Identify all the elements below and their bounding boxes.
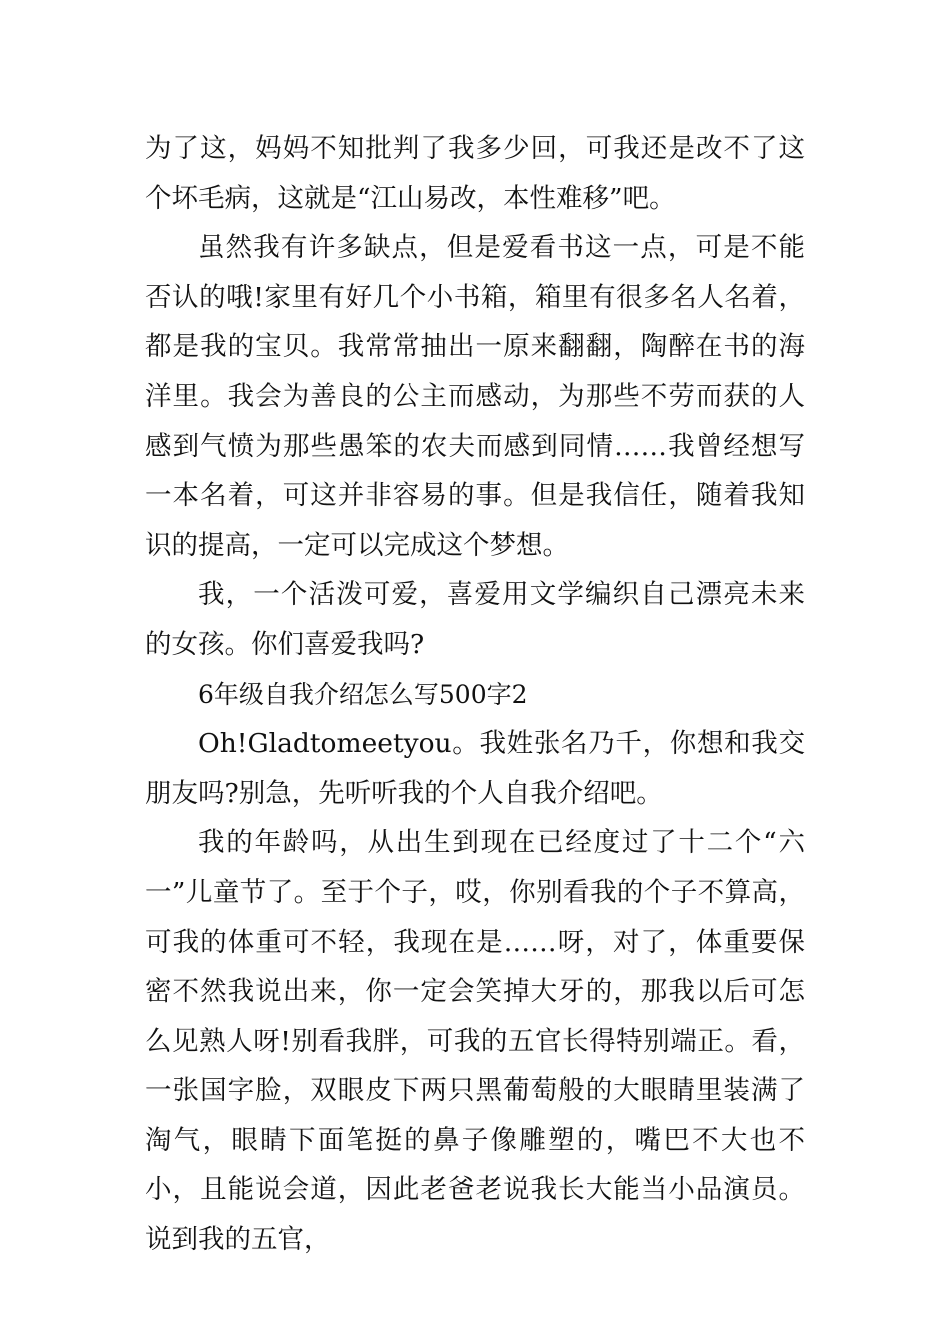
paragraph-1: 为了这，妈妈不知批判了我多少回，可我还是改不了这个坏毛病，这就是“江山易改，本性难移”吧。 [145,133,805,214]
paragraph-5: 我的年龄吗，从出生到现在已经度过了十二个“六一”儿童节了。至于个子，哎，你别看我的个子不算高，可我的体重可不轻，我现在是……呀，对了，体重要保密不然我说出来，你一定会笑掉大牙的，那我以后可怎么见熟人呀!别看我胖，可我的五官长得特别端正。看，一张国字脸，双眼皮下两只黑葡萄般的大眼睛里装满了淘气，眼睛下面笔挺的鼻子像雕塑的，嘴巴不大也不小，且能说会道，因此老爸老说我长大能当小品演员。说到我的五官， [145,827,805,1256]
paragraph-4: Oh!Gladtomeetyou。我姓张名乃千，你想和我交朋友吗?别急，先听听我的个人自我介绍吧。 [145,728,805,809]
section-heading: 6年级自我介绍怎么写500字2 [198,679,528,709]
paragraph-2: 虽然我有许多缺点，但是爱看书这一点，可是不能否认的哦!家里有好几个小书箱，箱里有很多名人名着，都是我的宝贝。我常常抽出一原来翻翻，陶醉在书的海洋里。我会为善良的公主而感动，为那些不劳而获的人感到气愤为那些愚笨的农夫而感到同情……我曾经想写一本名着，可这并非容易的事。但是我信任，随着我知识的提高，一定可以完成这个梦想。 [145,232,805,561]
document-body [145,124,805,1265]
paragraph-3: 我，一个活泼可爱，喜爱用文学编织自己漂亮未来的女孩。你们喜爱我吗? [145,579,805,660]
